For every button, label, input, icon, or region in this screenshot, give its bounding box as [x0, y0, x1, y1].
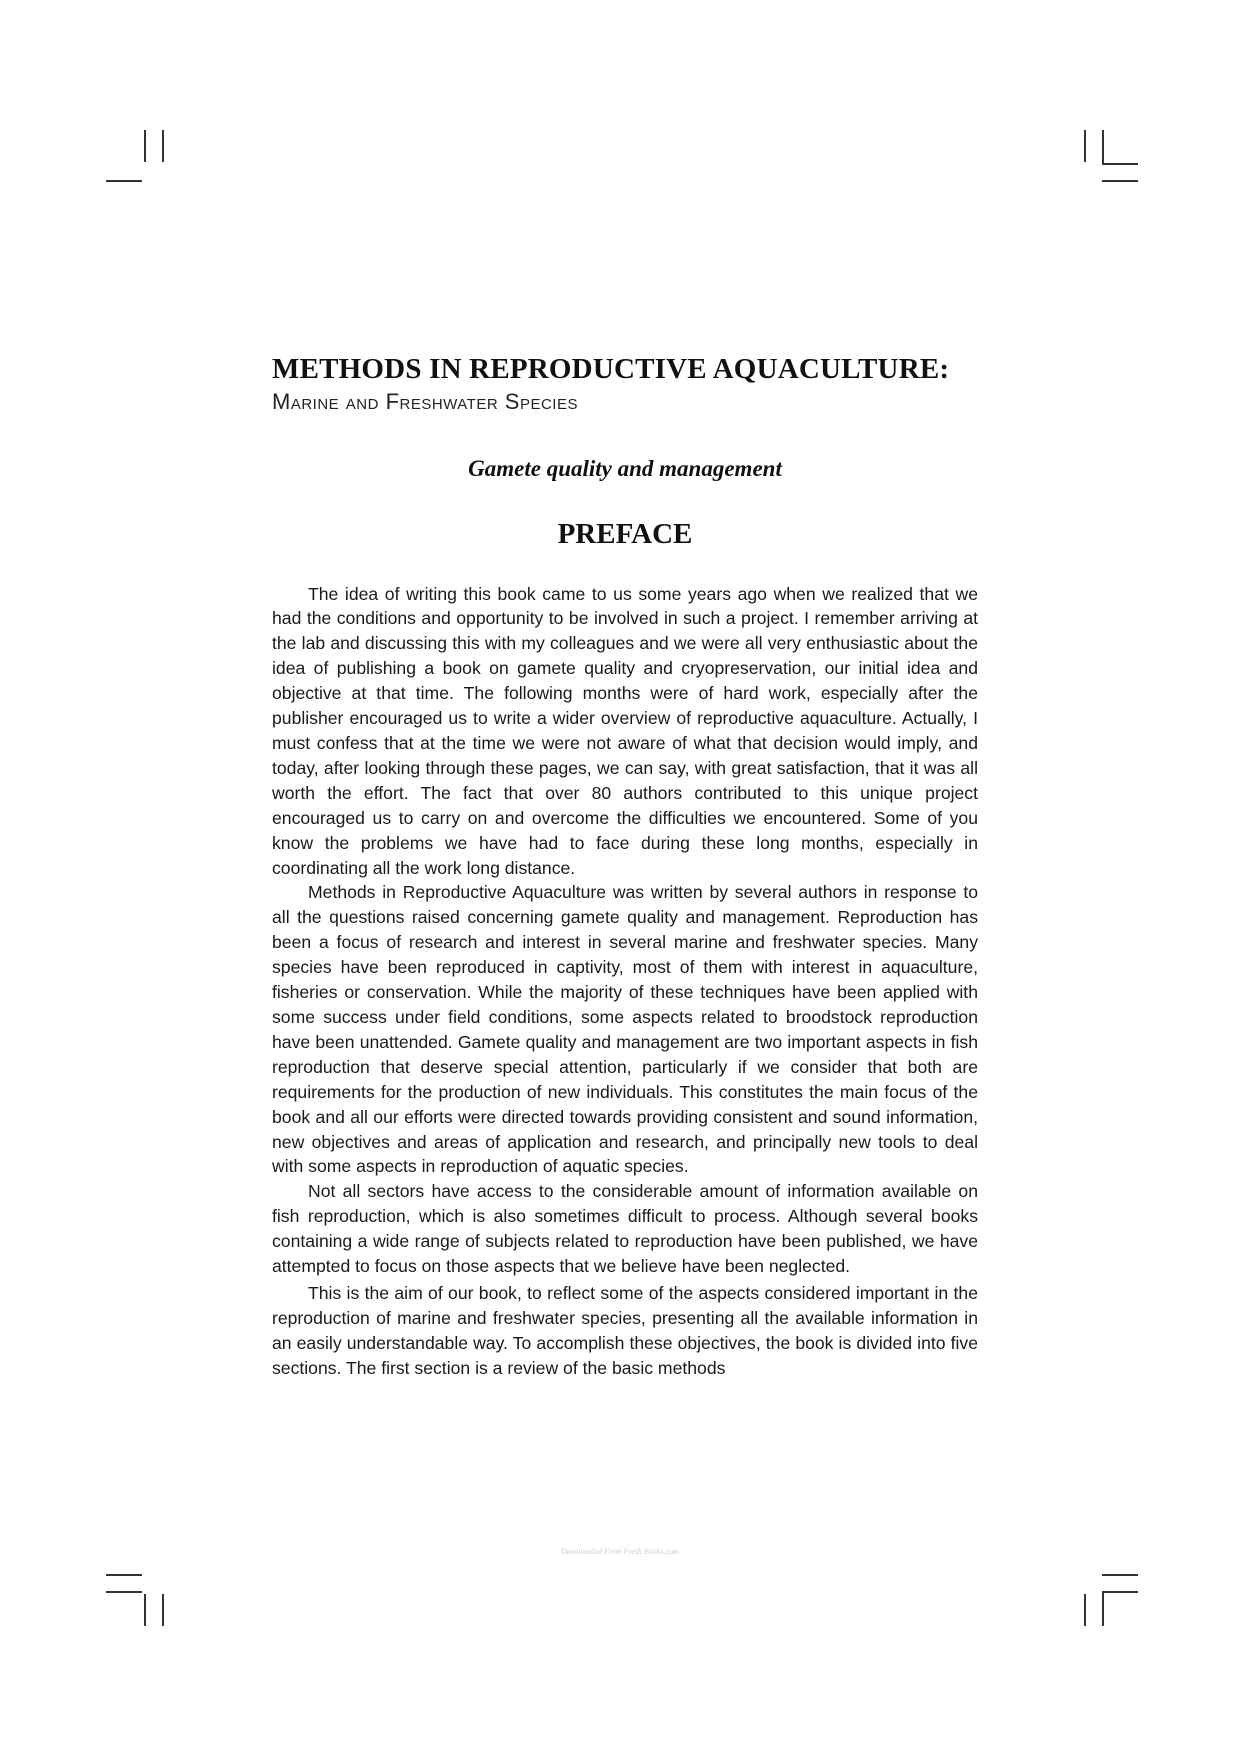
book-subtitle: Marine and Freshwater Species	[272, 388, 578, 414]
series-title: Gamete quality and management	[468, 456, 782, 482]
crop-mark-bottom-right	[1102, 1591, 1104, 1626]
crop-mark-bottom-left	[144, 1594, 146, 1626]
crop-mark-top-right	[1102, 163, 1138, 165]
preface-paragraph: The idea of writing this book came to us some years ago when we realized that we had the conditions and opportunity to be involved in such a project. I remember arriving at the lab and discussing this with my colleagues and we were all very enthusiastic about the idea of publishing a book on gamete quality and cryopreservation, our initial idea and objective at that time. The following months were of hard work, especially after the publisher encouraged us to write a wider overview of reproductive aquaculture. Actually, I must confess that at the time we were not aware of what that decision would imply, and today, after looking through these pages, we can say, with great satisfaction, that it was all worth the effort. The fact that over 80 authors contributed to this unique project encouraged us to carry on and overcome the difficulties we encountered. Some of you know the problems we have had to face during these long months, especially in coordinating all the work long distance.	[272, 583, 978, 878]
crop-mark-top-right	[1084, 130, 1086, 162]
crop-mark-bottom-right	[1102, 1591, 1138, 1593]
crop-mark-bottom-right	[1084, 1594, 1086, 1626]
crop-mark-top-left	[106, 180, 142, 182]
preface-paragraph: Methods in Reproductive Aquaculture was written by several authors in response to all the questions raised concerning gamete quality and management. Reproduction has been a focus of research and interest in several marine and freshwater species. Many species have been reproduced in captivity, most of them with interest in aquaculture, fisheries or conservation. While the majority of these techniques have been applied with some success under field conditions, some aspects related to broodstock reproduction have been unattended. Gamete quality and management are two important aspects in fish reproduction that deserve special attention, particularly if we consider that both are requirements for the production of new individuals. This constitutes the main focus of the book and all our efforts were directed towards providing consistent and sound information, new objectives and areas of application and research, and principally new tools to deal with some aspects in reproduction of aquatic species.	[272, 882, 978, 1177]
crop-mark-bottom-right	[1102, 1574, 1138, 1576]
preface-paragraph: This is the aim of our book, to reflect some of the aspects considered important in the reproduction of marine and freshwater species, presenting all the available information in an easily understandable way. To accomplish these objectives, the book is divided into five sections. The first section is a review of the basic methods	[272, 1282, 978, 1378]
crop-mark-top-left	[144, 130, 146, 162]
crop-mark-bottom-left	[162, 1594, 164, 1626]
crop-mark-top-left	[162, 130, 164, 162]
page-content	[272, 352, 978, 1381]
download-watermark: Downloaded From Fresh Books.com	[561, 1547, 679, 1556]
crop-mark-bottom-left	[106, 1574, 142, 1576]
crop-mark-top-right	[1102, 180, 1138, 182]
book-title: METHODS IN REPRODUCTIVE AQUACULTURE:	[272, 353, 950, 385]
preface-paragraph: Not all sectors have access to the considerable amount of information available on fish reproduction, which is also sometimes difficult to process. Although several books containing a wide range of subjects related to reproduction have been published, we have attempted to focus on those aspects that we believe have been neglected.	[272, 1181, 978, 1277]
crop-mark-top-right	[1102, 130, 1104, 164]
crop-mark-bottom-left	[106, 1591, 142, 1593]
section-heading: PREFACE	[557, 517, 693, 550]
